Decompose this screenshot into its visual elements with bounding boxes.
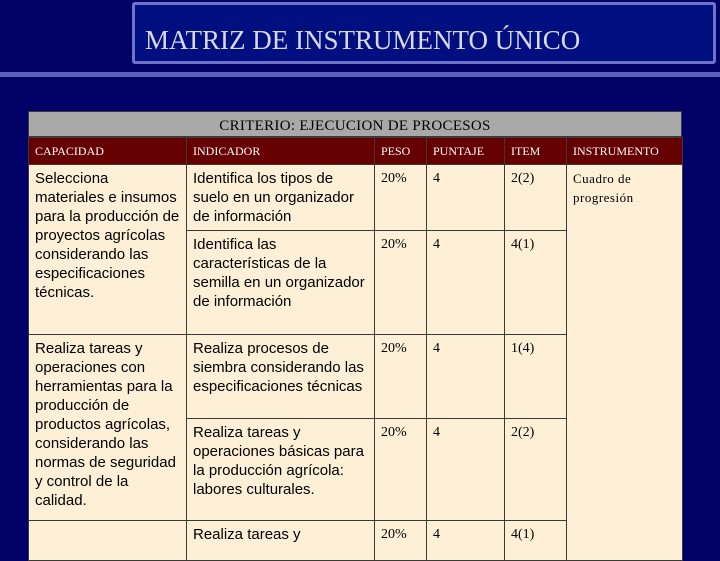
table-row [29,165,683,231]
item-cell: 1(4) [505,335,567,419]
item-cell: 2(2) [505,419,567,521]
score-cell: 4 [427,419,505,521]
score-cell: 4 [427,165,505,231]
header-row [29,138,683,165]
matrix-table-container [28,137,682,547]
header-peso: PESO [375,138,427,165]
indicator-cell: Identifica los tipos de suelo en un organizador de información [187,165,375,231]
item-cell: 4(1) [505,231,567,335]
header-item: ITEM [505,138,567,165]
header-indicador: INDICADOR [187,138,375,165]
title-box [132,2,716,64]
indicator-cell: Identifica las características de la semilla en un organizador de información [187,231,375,335]
indicator-cell: Realiza tareas y [187,521,375,561]
score-cell: 4 [427,231,505,335]
instrument-cell: Cuadro de progresión [567,165,683,561]
capacity-cell: Realiza tareas y operaciones con herramientas para la producción de productos agrícolas, considerando las normas de seguridad y control de la calidad. [29,335,187,521]
weight-cell: 20% [375,419,427,521]
criterion-banner [28,111,682,137]
item-cell: 2(2) [505,165,567,231]
indicator-cell: Realiza procesos de siembra considerando las especificaciones técnicas [187,335,375,419]
title-underline [0,72,720,77]
indicator-cell: Realiza tareas y operaciones básicas para la producción agrícola: labores culturales. [187,419,375,521]
header-puntaje: PUNTAJE [427,138,505,165]
score-cell: 4 [427,335,505,419]
header-capacidad: CAPACIDAD [29,138,187,165]
score-cell: 4 [427,521,505,561]
capacity-cell: Selecciona materiales e insumos para la producción de proyectos agrícolas considerando las especificaciones técnicas. [29,165,187,335]
weight-cell: 20% [375,231,427,335]
weight-cell: 20% [375,165,427,231]
slide-title: MATRIZ DE INSTRUMENTO ÚNICO [145,25,581,55]
criterion-label: CRITERIO: EJECUCION DE PROCESOS [219,118,491,134]
weight-cell: 20% [375,335,427,419]
capacity-cell-empty [29,521,187,561]
item-cell: 4(1) [505,521,567,561]
header-instrumento: INSTRUMENTO [567,138,683,165]
matrix-table [28,137,683,561]
weight-cell: 20% [375,521,427,561]
